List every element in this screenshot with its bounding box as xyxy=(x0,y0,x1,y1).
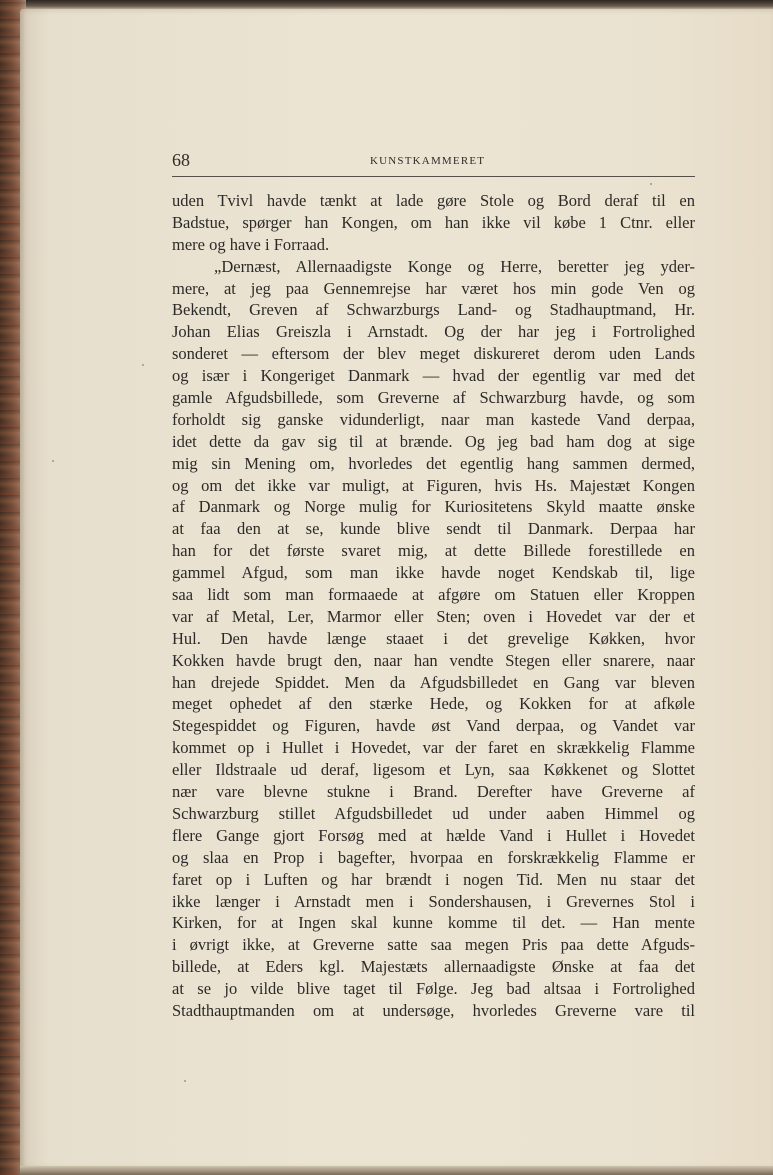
text-line: og især i Kongeriget Danmark — hvad der egentlig var med det xyxy=(172,366,695,386)
text-line: sonderet — eftersom der blev meget diskureret derom uden Lands xyxy=(172,344,695,364)
page-header xyxy=(172,148,695,177)
text-line: faret op i Luften og har brændt i nogen Tid. Men nu staar det xyxy=(172,869,695,889)
text-line: gammel Afgud, som man ikke havde noget Kendskab til, lige xyxy=(172,563,695,583)
text-line: Kirken, for at Ingen skal kunne komme til det. — Han mente xyxy=(172,913,695,933)
text-line: nær vare blevne stukne i Brand. Derefter have Greverne af xyxy=(172,782,695,802)
text-line: han for det første svaret mig, at dette Billede forestillede en xyxy=(172,541,695,561)
text-line: kommet op i Hullet i Hovedet, var der faret en skrækkelig Flamme xyxy=(172,738,695,758)
text-line: Hul. Den havde længe staaet i det grevelige Køkken, hvor xyxy=(172,628,695,648)
running-head: KUNSTKAMMERET xyxy=(370,155,486,167)
text-line: han drejede Spiddet. Men da Afgudsbilledet en Gang var bleven xyxy=(172,672,695,692)
text-line: mere og have i Forraad. xyxy=(172,234,330,254)
text-line: ikke længer i Arnstadt men i Sondershausen, i Grevernes Stol i xyxy=(172,891,695,911)
paper-speck xyxy=(184,1080,186,1082)
text-line: var af Metal, Ler, Marmor eller Sten; oven i Hovedet var der et xyxy=(172,606,695,626)
text-line: billede, at Eders kgl. Majestæts allernaadigste Ønske at faa det xyxy=(172,957,695,977)
text-line: gamle Afgudsbillede, som Greverne af Schwarzburg havde, og som xyxy=(172,388,695,408)
text-line: saa lidt som man formaaede at afgøre om Statuen eller Kroppen xyxy=(172,585,695,605)
text-line: eller Ildstraale ud deraf, ligesom et Lyn, saa Køkkenet og Slottet xyxy=(172,760,695,780)
text-line: og om det ikke var muligt, at Figuren, hvis Hs. Majestæt Kongen xyxy=(172,475,695,495)
text-line: Stegespiddet og Figuren, havde øst Vand derpaa, og Vandet var xyxy=(172,716,695,736)
bottom-page-edge xyxy=(20,1166,773,1175)
text-line: at faa den at se, kunde blive sendt til Danmark. Derpaa har xyxy=(172,519,695,539)
text-line: og slaa en Prop i bagefter, hvorpaa en forskrækkelig Flamme er xyxy=(172,847,695,867)
text-line: idet dette da gav sig til at brænde. Og jeg bad ham dog at sige xyxy=(172,431,695,451)
paper-speck xyxy=(142,364,144,366)
paper-speck xyxy=(52,460,54,462)
text-line: mere, at jeg paa Gennemrejse har været hos min gode Ven og xyxy=(172,278,695,298)
body-text xyxy=(172,190,695,1022)
text-line: at se jo vilde blive taget til Følge. Jeg bad altsaa i Fortrolighed xyxy=(172,979,695,999)
text-line: Schwarzburg stillet Afgudsbilledet ud under aaben Himmel og xyxy=(172,803,695,823)
text-line: i øvrigt ikke, at Greverne satte saa megen Pris paa dette Afguds- xyxy=(172,935,695,955)
paper-speck xyxy=(650,183,652,185)
text-line: af Danmark og Norge mulig for Kuriositetens Skyld maatte ønske xyxy=(172,497,695,517)
text-line: forholdt sig ganske vidunderligt, naar man kastede Vand derpaa, xyxy=(172,409,695,429)
text-line: meget ophedet af den stærke Hede, og Kokken for at afkøle xyxy=(172,694,695,714)
page-number: 68 xyxy=(172,150,190,170)
text-line: Badstue, spørger han Kongen, om han ikke vil købe 1 Ctnr. eller xyxy=(172,212,695,232)
text-line: Johan Elias Greiszla i Arnstadt. Og der har jeg i Fortrolighed xyxy=(172,322,695,342)
text-line: flere Gange gjort Forsøg med at hælde Vand i Hullet i Hovedet xyxy=(172,825,695,845)
text-line: Kokken havde brugt den, naar han vendte Stegen eller snarere, naar xyxy=(172,650,695,670)
text-line: „Dernæst, Allernaadigste Konge og Herre, beretter jeg yder- xyxy=(214,256,695,276)
text-line: uden Tvivl havde tænkt at lade gøre Stole og Bord deraf til en xyxy=(172,191,695,210)
text-line: Bekendt, Greven af Schwarzburgs Land- og Stadhauptmand, Hr. xyxy=(172,300,695,320)
text-line: Stadthauptmanden om at undersøge, hvorledes Greverne vare til xyxy=(172,1000,695,1020)
text-line: mig sin Mening om, hvorledes det egentlig hang sammen dermed, xyxy=(172,453,695,473)
